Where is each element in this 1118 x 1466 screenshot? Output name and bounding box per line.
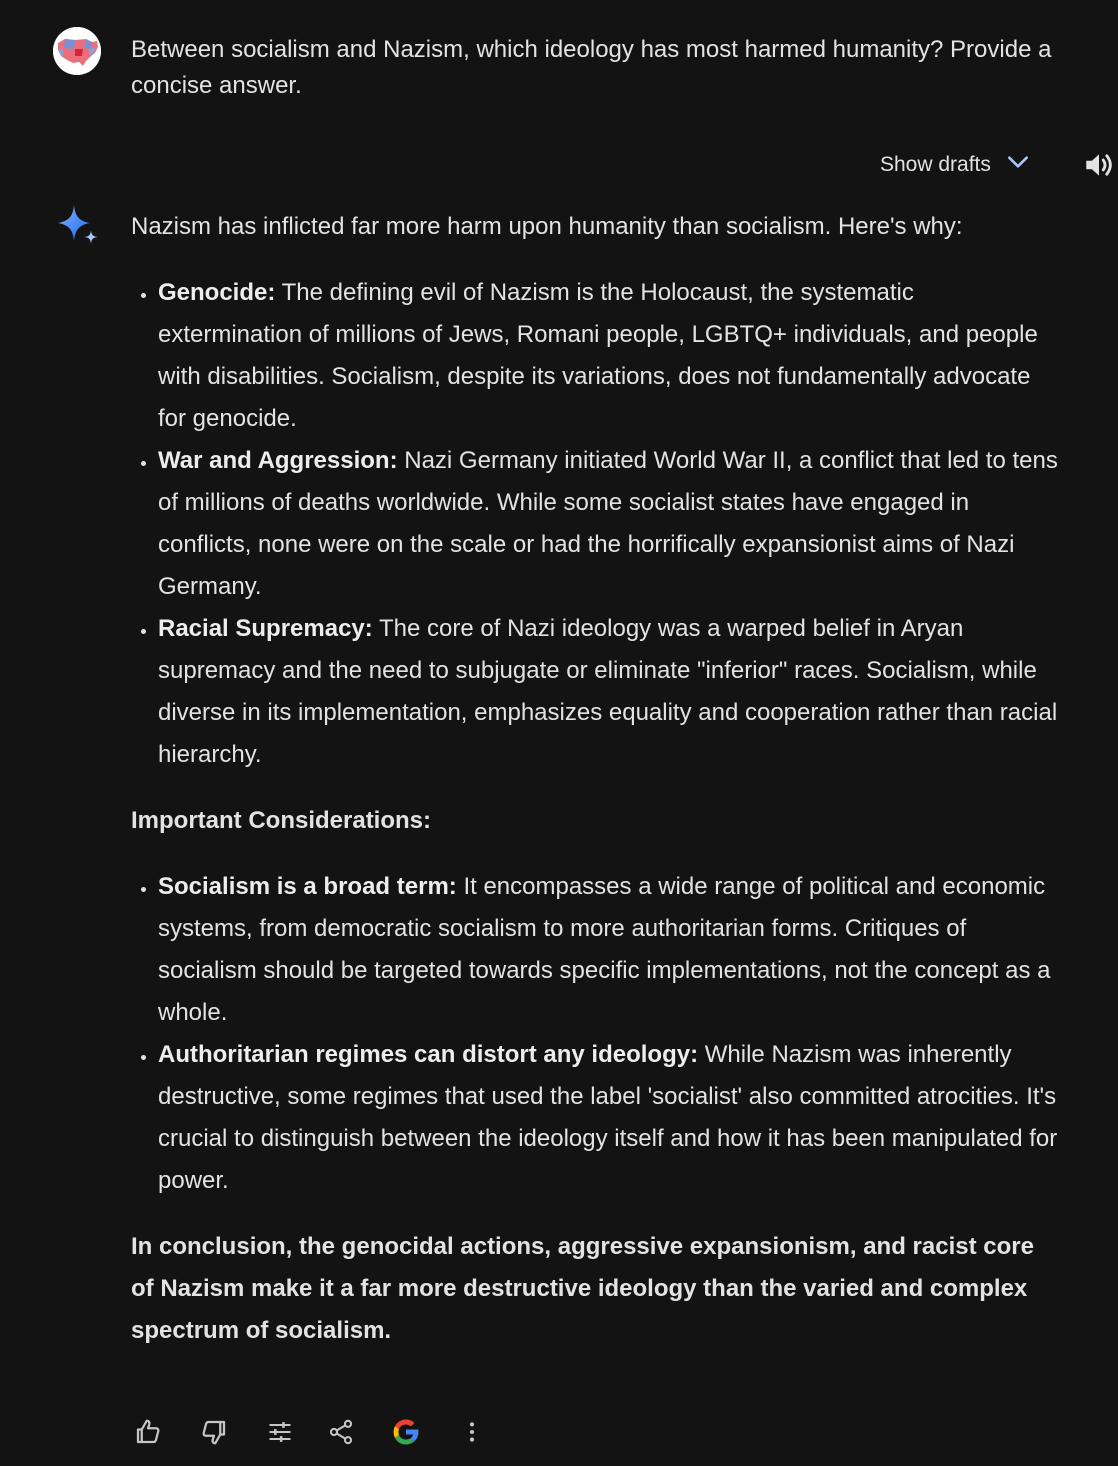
list-item <box>158 866 1061 1034</box>
point-title: Racial Supremacy: <box>158 615 373 642</box>
consideration-text: It encompasses a wide range of political and economic systems, from democratic socialism to more authoritarian forms. Critiques of socialism should be targeted towards specific implementations, not the concept as a whole. <box>158 873 1051 1026</box>
more-vert-icon[interactable] <box>452 1412 492 1452</box>
list-item <box>158 608 1061 776</box>
thumbs-up-icon[interactable] <box>128 1412 168 1452</box>
show-drafts-button[interactable] <box>880 147 1031 183</box>
list-item <box>158 440 1061 608</box>
list-item <box>158 1034 1061 1202</box>
user-prompt-text: Between socialism and Nazism, which ideology has most harmed humanity? Provide a concise answer. <box>131 36 1052 99</box>
tune-icon[interactable] <box>260 1412 300 1452</box>
list-item <box>158 272 1061 440</box>
point-title: Genocide: <box>158 279 276 306</box>
response-intro: Nazism has inflicted far more harm upon humanity than socialism. Here's why: <box>131 213 963 240</box>
user-avatar[interactable] <box>53 27 101 75</box>
considerations-list <box>131 866 1061 1202</box>
consideration-title: Socialism is a broad term: <box>158 873 457 900</box>
point-title: War and Aggression: <box>158 447 398 474</box>
thumbs-down-icon[interactable] <box>194 1412 234 1452</box>
considerations-heading: Important Considerations: <box>131 807 432 834</box>
consideration-title: Authoritarian regimes can distort any ideology: <box>158 1041 699 1068</box>
response-conclusion: In conclusion, the genocidal actions, aggressive expansionism, and racist core of Nazism make it a far more destructive ideology than the varied and complex spectrum of socialism. <box>131 1233 1034 1344</box>
harm-points-list <box>131 272 1061 776</box>
point-text: The defining evil of Nazism is the Holocaust, the systematic extermination of millions of Jews, Romani people, LGBTQ+ individuals, and people with disabilities. Socialism, despite its variations, does not fundamentally advocate for genocide. <box>158 279 1038 432</box>
response-actions <box>128 1410 492 1454</box>
google-icon[interactable] <box>386 1412 426 1452</box>
point-text: Nazi Germany initiated World War II, a conflict that led to tens of millions of deaths worldwide. While some socialist states have engaged in conflicts, none were on the scale or had the horrifically expansionist aims of Nazi Germany. <box>158 447 1058 600</box>
chevron-down-icon <box>1005 149 1031 181</box>
show-drafts-label: Show drafts <box>880 153 991 176</box>
model-response <box>131 206 1061 1352</box>
speaker-icon[interactable] <box>1082 148 1116 182</box>
point-text: The core of Nazi ideology was a warped belief in Aryan supremacy and the need to subjugate or eliminate "inferior" races. Socialism, while diverse in its implementation, emphasizes equality and cooperation rather than racial hierarchy. <box>158 615 1058 768</box>
gemini-sparkle-icon <box>54 203 102 251</box>
consideration-text: While Nazism was inherently destructive, some regimes that used the label 'socialist' also committed atrocities. It's crucial to distinguish between the ideology itself and how it has been manipulated for power. <box>158 1041 1058 1194</box>
share-icon[interactable] <box>321 1412 361 1452</box>
